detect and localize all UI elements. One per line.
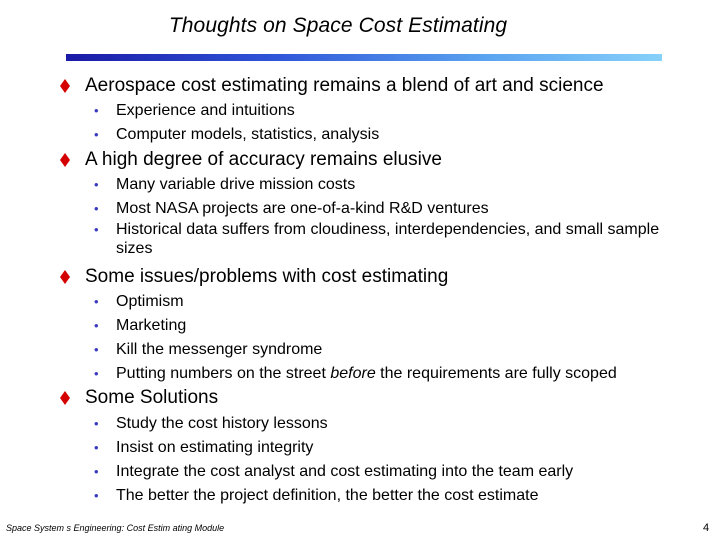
list-item-text: Integrate the cost analyst and cost estimating into the team early	[116, 463, 574, 480]
list-item-text: Many variable drive mission costs	[116, 176, 356, 193]
list-item-text: Insist on estimating integrity	[116, 439, 314, 456]
bullet-dot-icon: •	[94, 416, 99, 431]
list-item-text: Kill the messenger syndrome	[116, 341, 323, 358]
section-heading-text: Aerospace cost estimating remains a blend of art and science	[85, 75, 604, 96]
bullet-dot-icon: •	[94, 342, 99, 357]
bullet-dot-icon: •	[94, 366, 99, 381]
bullet-dot-icon: •	[94, 318, 99, 333]
diamond-bullet-icon	[60, 270, 70, 284]
emphasis-text: before	[330, 365, 376, 382]
bullet-dot-icon: •	[94, 440, 99, 455]
diamond-bullet-icon	[60, 153, 70, 167]
diamond-bullet-icon	[60, 391, 70, 405]
bullet-dot-icon: •	[94, 464, 99, 479]
section-heading-text: A high degree of accuracy remains elusive	[85, 149, 442, 170]
list-item-text: Optimism	[116, 293, 184, 310]
list-item-text: Experience and intuitions	[116, 102, 295, 119]
list-item-text	[116, 362, 696, 385]
slide-title: Thoughts on Space Cost Estimating	[168, 14, 508, 37]
footer-module-name: Space System s Engineering: Cost Estim ating Module	[6, 523, 225, 533]
list-item-text-part: the requirements are fully scoped	[375, 365, 617, 382]
page-number: 4	[703, 522, 710, 534]
bullet-dot-icon: •	[94, 488, 99, 503]
list-item-text: Most NASA projects are one-of-a-kind R&D ventures	[116, 200, 489, 217]
list-item-text: Computer models, statistics, analysis	[116, 126, 380, 143]
list-item-text: Marketing	[116, 317, 187, 334]
bullet-dot-icon: •	[94, 294, 99, 309]
diamond-bullet-icon	[60, 79, 70, 93]
bullet-dot-icon: •	[94, 127, 99, 142]
list-item-text: Historical data suffers from cloudiness, interdependencies, and small sample sizes	[116, 221, 660, 257]
section-heading-text: Some issues/problems with cost estimating	[85, 266, 449, 287]
bullet-dot-icon: •	[94, 201, 99, 216]
list-item-text-part: Putting numbers on the street	[116, 365, 331, 382]
bullet-dot-icon: •	[94, 103, 99, 118]
list-item-text: Study the cost history lessons	[116, 415, 328, 432]
bullet-dot-icon: •	[94, 222, 99, 237]
list-item-text: The better the project definition, the better the cost estimate	[116, 487, 539, 504]
section-heading-text: Some Solutions	[85, 387, 219, 408]
bullet-dot-icon: •	[94, 177, 99, 192]
